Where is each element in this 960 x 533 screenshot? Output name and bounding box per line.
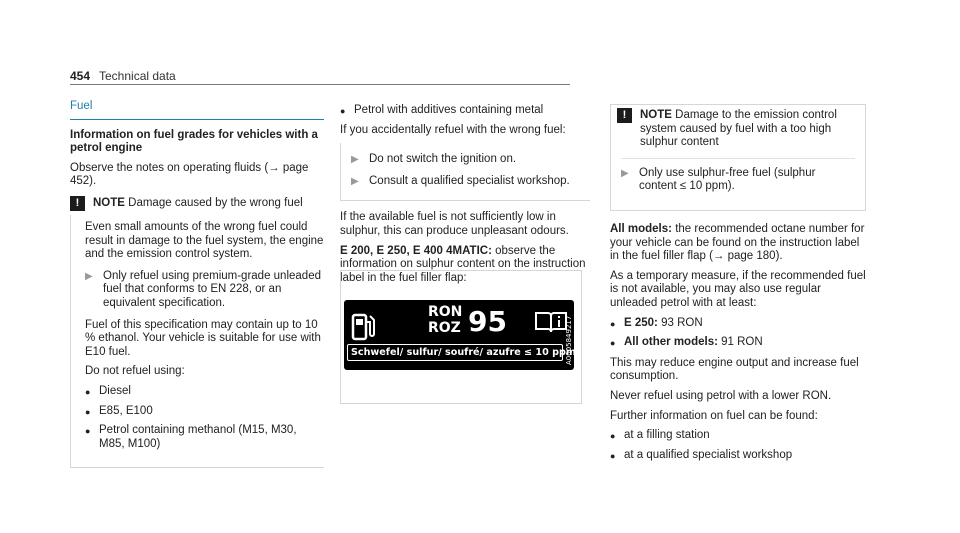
warning-icon: !: [617, 108, 632, 123]
warning-icon: !: [70, 196, 85, 211]
all-models-text: All models: the recommended octane number for your vehicle can be found on the instruction label in the fuel filler flap (→ page 180).: [610, 222, 865, 263]
models-text: E 200, E 250, E 400 4MATIC: observe the information on sulphur content on the instruction label in the fuel filler flap:: [340, 244, 586, 284]
note-box-2: [610, 104, 866, 211]
roz-label: ROZ: [428, 320, 461, 336]
fuel-filler-label: [344, 300, 574, 370]
note-label: NOTE: [93, 196, 125, 209]
grade-list: [610, 317, 866, 351]
action-item: ▶ Consult a qualified specialist workshop.: [351, 174, 570, 187]
section-heading-rule: [70, 119, 324, 120]
further-text: Further information on fuel can be found:: [610, 409, 818, 422]
action-item: ▶ Do not switch the ignition on.: [351, 153, 517, 166]
ron-label: RON: [428, 304, 463, 320]
note-action: ▶ Only use sulphur-free fuel (sulphur content ≤ 10 ppm).: [621, 158, 855, 194]
note-title: Damage caused by the wrong fuel: [128, 196, 303, 209]
label-code: A0005849217: [565, 315, 573, 365]
list-item: ● E 250: 93 RON: [610, 316, 703, 329]
if-wrong-text: If you accidentally refuel with the wrong fuel:: [340, 123, 566, 136]
note-action: ▶ Only refuel using premium-grade unleaded fuel that conforms to EN 228, or an equivalent specification.: [85, 269, 321, 309]
fuel-pump-icon: [350, 312, 376, 342]
temporary-text: As a temporary measure, if the recommended fuel is not available, you may also use regular unleaded petrol with at least:: [610, 269, 866, 309]
note-box: [70, 215, 324, 468]
subheading: Information on fuel grades for vehicles with a petrol engine: [70, 128, 318, 155]
sulphur-text: Schwefel/ sulfur/ soufré/ azufre ≤ 10 ppm: [351, 347, 576, 358]
donot-text: Do not refuel using:: [85, 365, 185, 378]
column-1: [70, 100, 324, 468]
note-header: [70, 197, 324, 211]
column-3: [610, 104, 866, 469]
page-number: 454: [70, 69, 91, 83]
list-item: ● Diesel: [85, 384, 131, 397]
donot-list-cont: [340, 104, 590, 119]
intro-text: Observe the notes on operating fluids (→ page 452).: [70, 161, 309, 188]
note-header: ! NOTE Damage to the emission control system caused by fuel with a too high sulphur content: [617, 109, 855, 150]
donot-list: [85, 385, 324, 451]
header-divider: [70, 84, 570, 85]
where-list: [610, 429, 866, 463]
action-arrow-icon: ▶: [85, 270, 93, 282]
octane-number: 95: [468, 305, 507, 338]
note-body: Even small amounts of the wrong fuel could result in damage to the fuel system, the engine and the emission control system.: [85, 220, 324, 261]
list-item: ● at a qualified specialist workshop: [610, 448, 793, 461]
list-item: ● E85, E100: [85, 404, 153, 417]
reduce-text: This may reduce engine output and increase fuel consumption.: [610, 356, 859, 383]
spec-text: Fuel of this specification may contain up to 10 % ethanol. Your vehicle is suitable for use with E10 fuel.: [85, 318, 321, 358]
section-heading: Fuel: [70, 100, 93, 112]
list-item: ● Petrol containing methanol (M15, M30, M85, M100): [85, 424, 297, 450]
action-arrow-icon: ▶: [351, 154, 359, 166]
action-box: [340, 143, 590, 201]
list-item: ● Petrol with additives containing metal: [340, 104, 544, 116]
low-sulphur-text: If the available fuel is not sufficiently low in sulphur, this can produce unpleasant odours.: [340, 211, 569, 237]
column-2: [340, 104, 590, 291]
action-arrow-icon: ▶: [621, 167, 629, 179]
never-text: Never refuel using petrol with a lower RON.: [610, 389, 832, 402]
list-item: ● at a filling station: [610, 429, 710, 442]
section-title: Technical data: [99, 69, 176, 83]
action-arrow-icon: ▶: [351, 175, 359, 187]
list-item: ● All other models: 91 RON: [610, 336, 763, 349]
